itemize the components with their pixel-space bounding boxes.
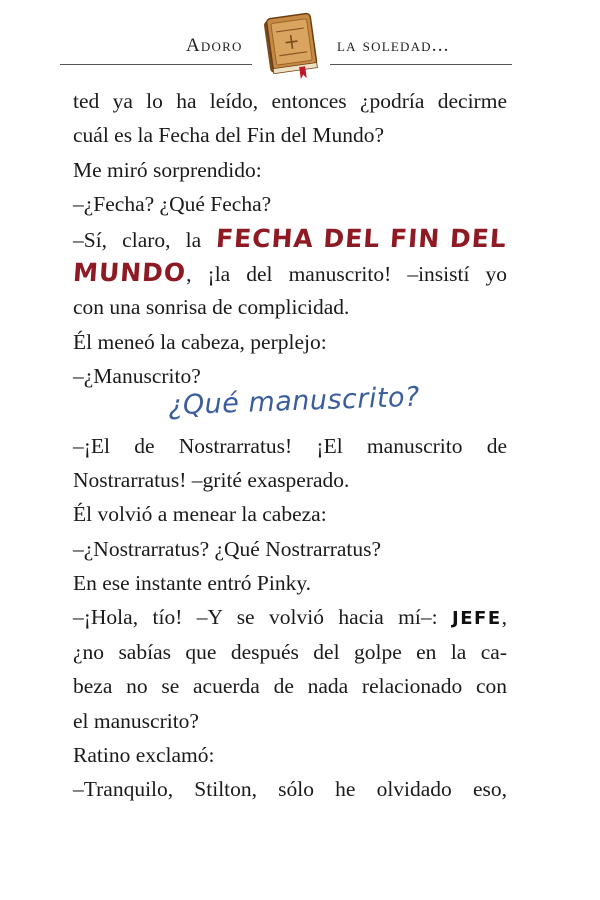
text-line: beza no se acuerda de nada relacionado con [73,674,507,699]
page-header [0,0,600,90]
text-line: con una sonrisa de complicidad. [73,295,350,320]
text-line: Él meneó la cabeza, perplejo: [73,329,327,354]
text-line: Ratino exclamó: [73,743,215,768]
text-segment: –¡Hola, tío! –Y se volvió hacia mí–: [73,605,453,630]
text-line: ted ya lo ha leído, entonces ¿podría decirme [73,89,507,113]
text-line: En ese instante entró Pinky. [73,571,312,596]
text-line: –¿Nostrarratus? ¿Qué Nostrarratus? [73,536,382,561]
text-line-with-comic-word [73,600,507,634]
text-line-with-title [73,222,507,256]
page-text [73,84,507,807]
text-segment: , [501,605,507,630]
end-of-world-title-part2: MUNDO [72,257,188,287]
text-line: –¿Fecha? ¿Qué Fecha? [73,192,272,217]
header-rule-right [330,64,512,65]
text-line: –Tranquilo, Stilton, sólo he olvidado eso, [73,777,507,802]
header-rule-left [60,64,252,65]
text-line: cuál es la Fecha del Fin del Mundo? [73,123,385,148]
text-line: Él volvió a menear la cabeza: [73,502,327,527]
text-line-with-title [73,256,507,290]
text-segment: , ¡la del manuscrito! –insistí yo [186,261,507,286]
text-segment: –Sí, claro, la [73,227,217,252]
header-left-text: Adoro [186,35,243,56]
text-line: el manuscrito? [73,708,199,733]
jefe-word: JEFE [452,608,502,630]
text-line: –¡El de Nostrarratus! ¡El manuscrito de [73,433,507,458]
text-line: Me miró sorprendido: [73,157,262,182]
text-line: Nostrarratus! –grité exasperado. [73,467,350,492]
book-icon [256,8,326,82]
text-line: ¿no sabías que después del golpe en la ca- [73,639,507,664]
end-of-world-title-part1: FECHA DEL FIN DEL [215,223,509,253]
text-line: –¿Manuscrito? [73,364,201,389]
handwritten-question: ¿Qué manuscrito? [167,381,421,422]
header-right-text: la soledad... [337,35,450,56]
